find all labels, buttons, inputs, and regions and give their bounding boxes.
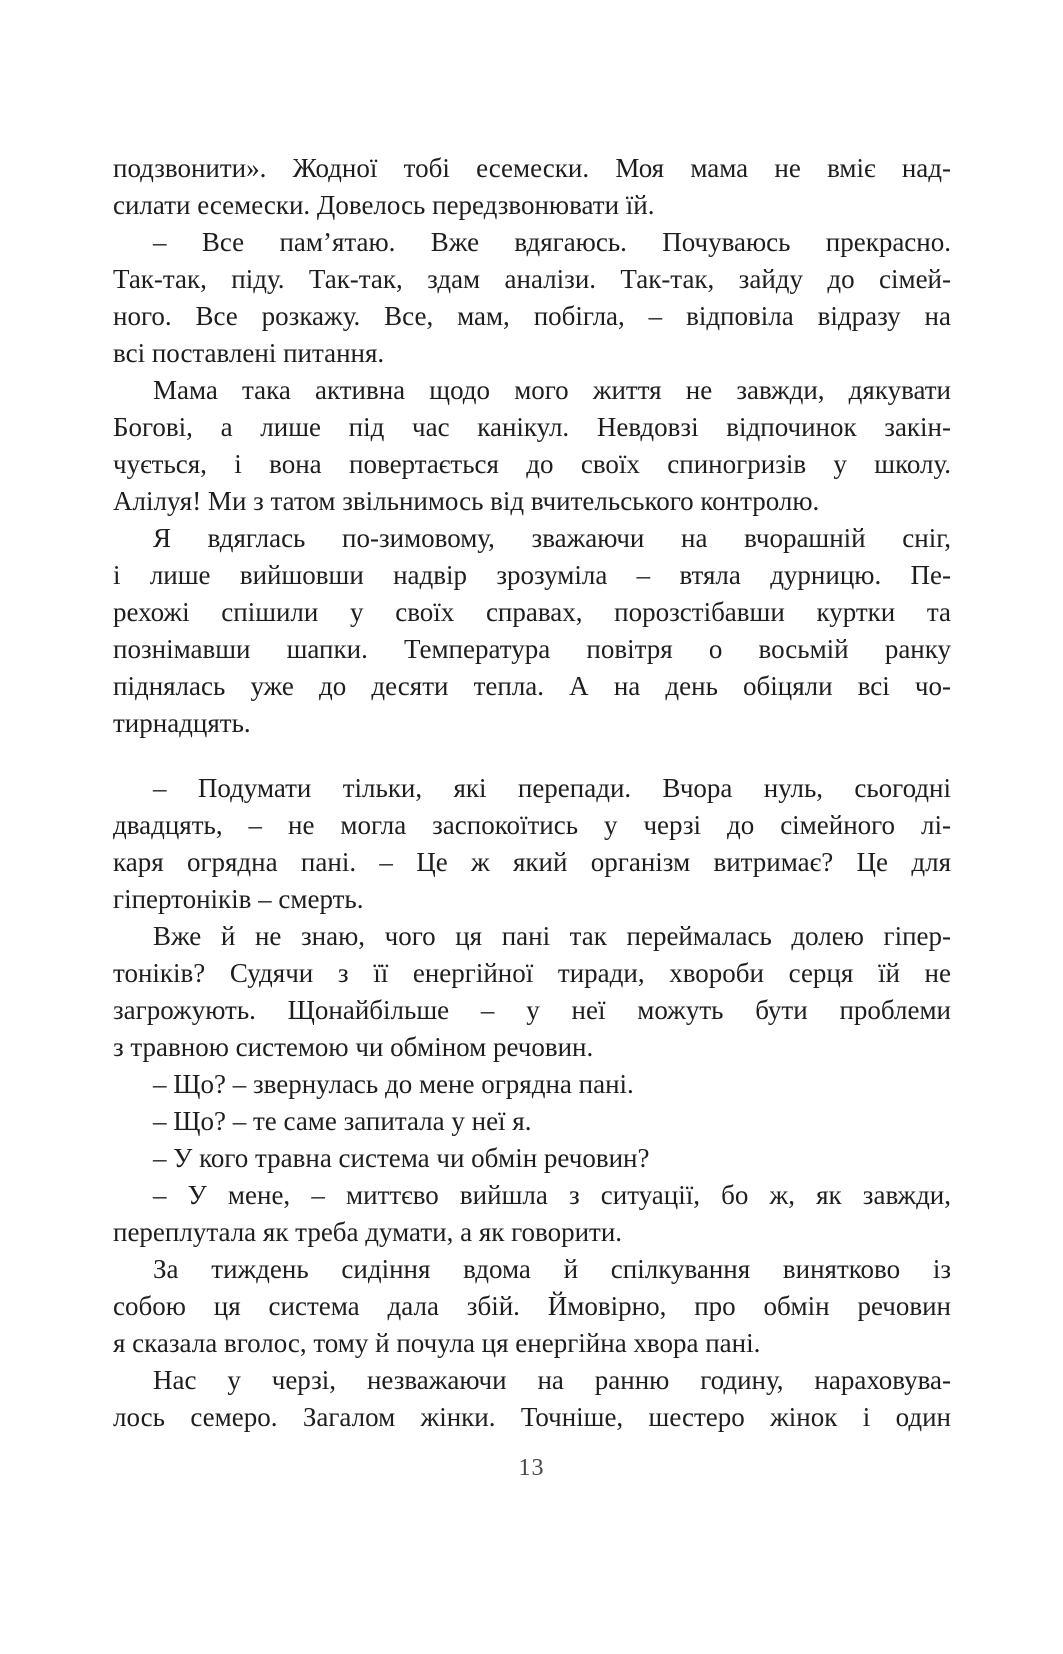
text-line: – Все пам’ятаю. Вже вдягаюсь. Почуваюсь прекрасно. — [153, 227, 951, 257]
text-line: піднялась уже до десяти тепла. А на день обіцяли всі чо- — [113, 671, 951, 701]
text-line: тоніків? Судячи з її енергійної тиради, хвороби серця їй не — [113, 958, 951, 988]
page-number: 13 — [518, 1455, 545, 1481]
paragraph — [113, 1362, 951, 1436]
paragraph — [113, 1066, 951, 1103]
text-line: собою ця система дала збій. Ймовірно, про обмін речовин — [113, 1291, 951, 1321]
text-line: силати есемески. Довелось передзвонювати їй. — [113, 190, 655, 220]
page-footer — [0, 1455, 1063, 1482]
text-line: подзвонити». Жодної тобі есемески. Моя мама не вміє над- — [113, 153, 951, 183]
text-line: з травною системою чи обміном речовин. — [113, 1032, 594, 1062]
paragraph — [113, 1103, 951, 1140]
text-line: Мама така активна щодо мого життя не завжди, дякувати — [153, 375, 951, 405]
text-line: каря огрядна пані. – Це ж який організм витримає? Це для — [113, 847, 951, 877]
paragraph — [113, 150, 951, 224]
text-line: гіпертоніків – смерть. — [113, 884, 364, 914]
paragraph — [113, 372, 951, 520]
paragraph — [113, 770, 951, 918]
paragraph — [113, 224, 951, 372]
text-line: Богові, а лише під час канікул. Невдовзі відпочинок закін- — [113, 412, 951, 442]
text-line: – У мене, – миттєво вийшла з ситуації, бо ж, як завжди, — [153, 1180, 951, 1210]
text-line: Нас у черзі, незважаючи на ранню годину, нараховува- — [153, 1365, 951, 1395]
text-line: – Що? – те саме запитала у неї я. — [153, 1106, 532, 1136]
text-line: Я вдяглась по-зимовому, зважаючи на вчорашній сніг, — [153, 523, 951, 553]
text-line: – У кого травна система чи обмін речовин? — [153, 1143, 650, 1173]
paragraph — [113, 1251, 951, 1362]
text-line: познімавши шапки. Температура повітря о восьмій ранку — [113, 634, 951, 664]
text-line: загрожують. Щонайбільше – у неї можуть бути проблеми — [113, 995, 951, 1025]
text-line: Алілуя! Ми з татом звільнимось від вчительського контролю. — [113, 486, 820, 516]
text-line: лось семеро. Загалом жінки. Точніше, шестеро жінок і один — [113, 1402, 951, 1432]
paragraph — [113, 1140, 951, 1177]
text-line: всі поставлені питання. — [113, 338, 385, 368]
text-line: – Подумати тільки, які перепади. Вчора нуль, сьогодні — [153, 773, 951, 803]
text-line: рехожі спішили у своїх справах, порозстібавши куртки та — [113, 597, 951, 627]
text-line: тирнадцять. — [113, 708, 251, 738]
text-line: переплутала як треба думати, а як говорити. — [113, 1217, 623, 1247]
text-line: За тиждень сидіння вдома й спілкування винятково із — [153, 1254, 951, 1284]
paragraph — [113, 520, 951, 742]
text-line: Так-так, піду. Так-так, здам аналізи. Так-так, зайду до сімей- — [113, 264, 951, 294]
text-line: чується, і вона повертається до своїх спиногризів у школу. — [113, 449, 951, 479]
paragraph — [113, 918, 951, 1066]
text-line: ного. Все розкажу. Все, мам, побігла, – відповіла відразу на — [113, 301, 951, 331]
text-line: і лише вийшовши надвір зрозуміла – втяла дурницю. Пе- — [113, 560, 951, 590]
text-line: я сказала вголос, тому й почула ця енергійна хвора пані. — [113, 1328, 761, 1358]
page-text — [113, 150, 951, 1436]
text-line: Вже й не знаю, чого ця пані так переймалась долею гіпер- — [153, 921, 951, 951]
paragraph — [113, 1177, 951, 1251]
text-line: – Що? – звернулась до мене огрядна пані. — [153, 1069, 634, 1099]
text-line: двадцять, – не могла заспокоїтись у черзі до сімейного лі- — [113, 810, 951, 840]
